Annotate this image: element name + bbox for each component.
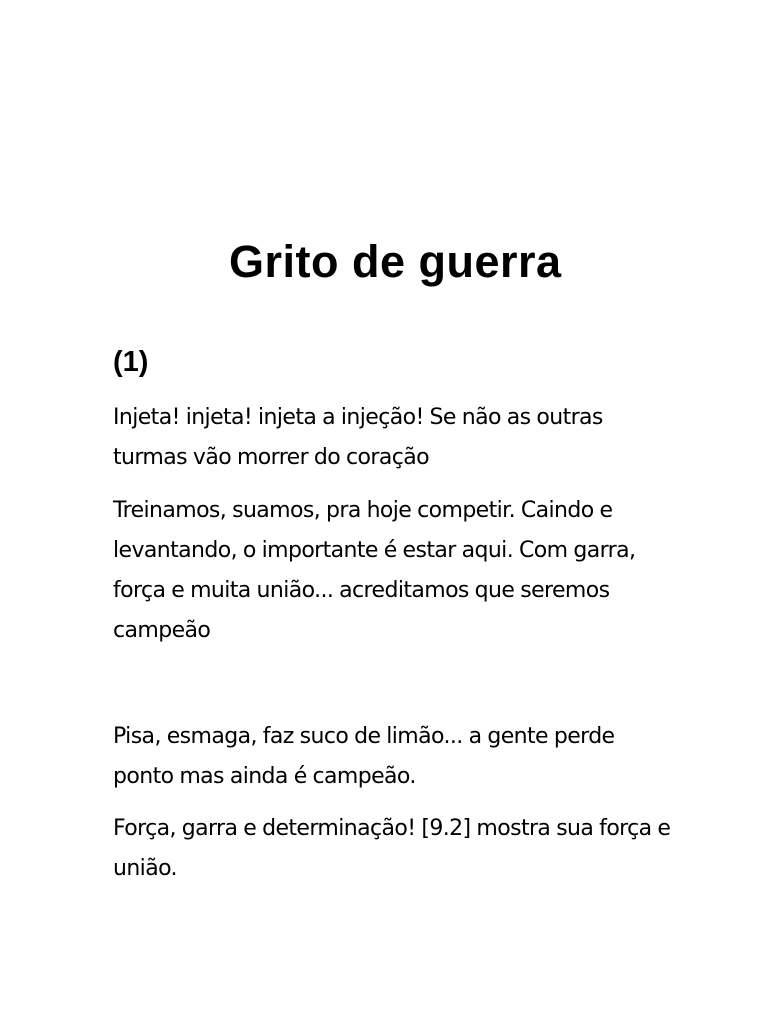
paragraph-1: Injeta! injeta! injeta a injeção! Se não as outras turmas vão morrer do coração: [113, 405, 603, 470]
document-title: Grito de guerra: [229, 236, 562, 287]
section-number: (1): [113, 346, 149, 378]
paragraph-3: Pisa, esmaga, faz suco de limão... a gente perde ponto mas ainda é campeão.: [113, 724, 615, 789]
paragraph-2: Treinamos, suamos, pra hoje competir. Caindo e levantando, o importante é estar aqui. Com garra, força e muita união... acreditamos que seremos campeão: [113, 498, 636, 643]
paragraph-4: Força, garra e determinação! [9.2] mostra sua força e união.: [113, 816, 671, 881]
